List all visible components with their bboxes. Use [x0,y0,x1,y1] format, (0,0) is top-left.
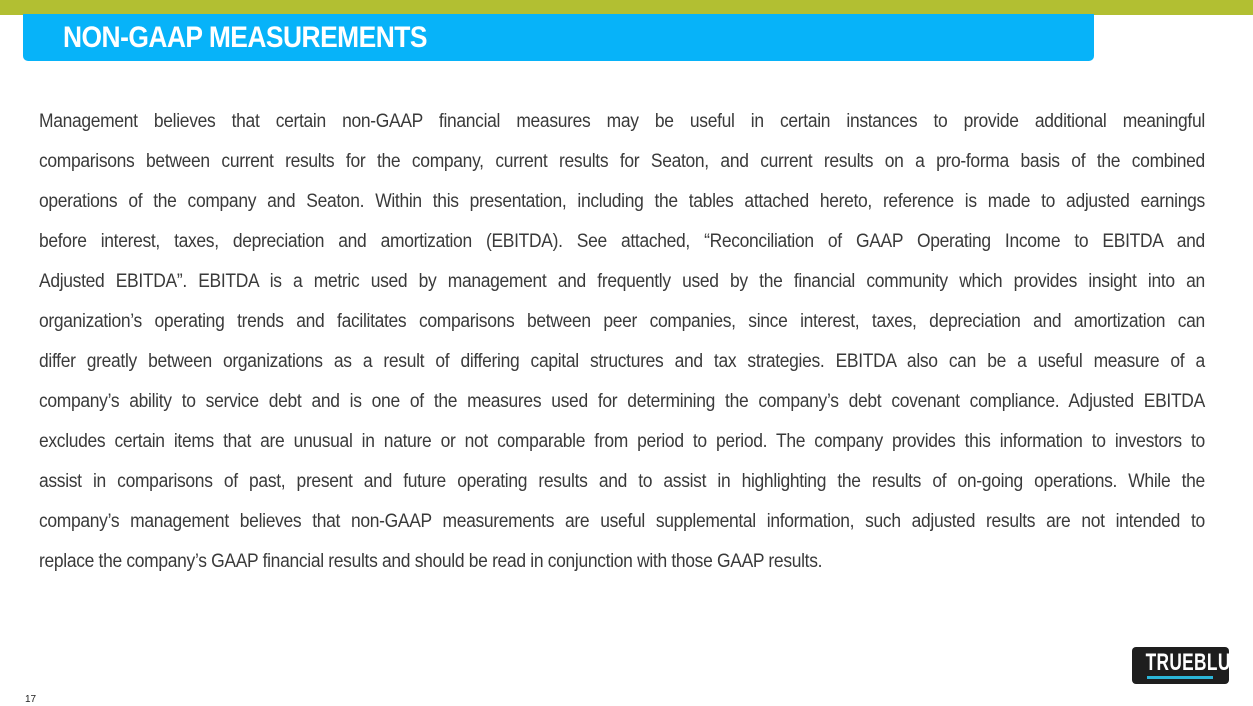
body-line-text: company’s ability to service debt and is one of the measures used for determining the company’s debt covenant compliance. Adjusted EBITDA [39,390,1205,412]
body-line [39,381,1205,421]
body-line [39,101,1205,141]
body-line-text: organization’s operating trends and facilitates comparisons between peer companies, since interest, taxes, depreciation and amortization can [39,310,1205,332]
body-line-text: company’s management believes that non-GAAP measurements are useful supplemental information, such adjusted results are not intended to [39,510,1205,532]
body-line [39,501,1205,541]
body-line [39,141,1205,181]
body-line [39,461,1205,501]
body-line-text: assist in comparisons of past, present and future operating results and to assist in highlighting the results of on-going operations. While the [39,470,1205,492]
slide-title: NON-GAAP MEASUREMENTS [63,21,427,54]
body-line [39,541,1205,581]
page-number: 17 [25,694,37,705]
body-line-text: differ greatly between organizations as a result of differing capital structures and tax strategies. EBITDA also can be a useful measure of a [39,350,1205,372]
body-line-text: comparisons between current results for the company, current results for Seaton, and current results on a pro-forma basis of the combined [39,150,1205,172]
top-accent-band [0,0,1253,15]
body-line [39,261,1205,301]
body-line [39,221,1205,261]
body-line [39,301,1205,341]
body-line-text: Adjusted EBITDA”. EBITDA is a metric used by management and frequently used by the financial community which provides insight into an [39,270,1205,292]
body-paragraph [39,101,1205,581]
body-line-text: before interest, taxes, depreciation and amortization (EBITDA). See attached, “Reconciliation of GAAP Operating Income to EBITDA and [39,230,1205,252]
title-bar [23,14,1094,61]
body-line [39,341,1205,381]
body-line-text: replace the company’s GAAP financial results and should be read in conjunction with those GAAP results. [39,550,823,572]
logo-underline [1147,676,1213,679]
body-line-text: operations of the company and Seaton. Within this presentation, including the tables attached hereto, reference is made to adjusted earnings [39,190,1205,212]
body-line-text: Management believes that certain non-GAAP financial measures may be useful in certain instances to provide additional meaningful [39,110,1205,132]
body-line-text: excludes certain items that are unusual in nature or not comparable from period to period. The company provides this information to investors to [39,430,1205,452]
body-line [39,421,1205,461]
trueblue-logo-icon [1132,647,1243,684]
logo-wordmark: TRUEBLUE [1145,649,1243,676]
body-line [39,181,1205,221]
